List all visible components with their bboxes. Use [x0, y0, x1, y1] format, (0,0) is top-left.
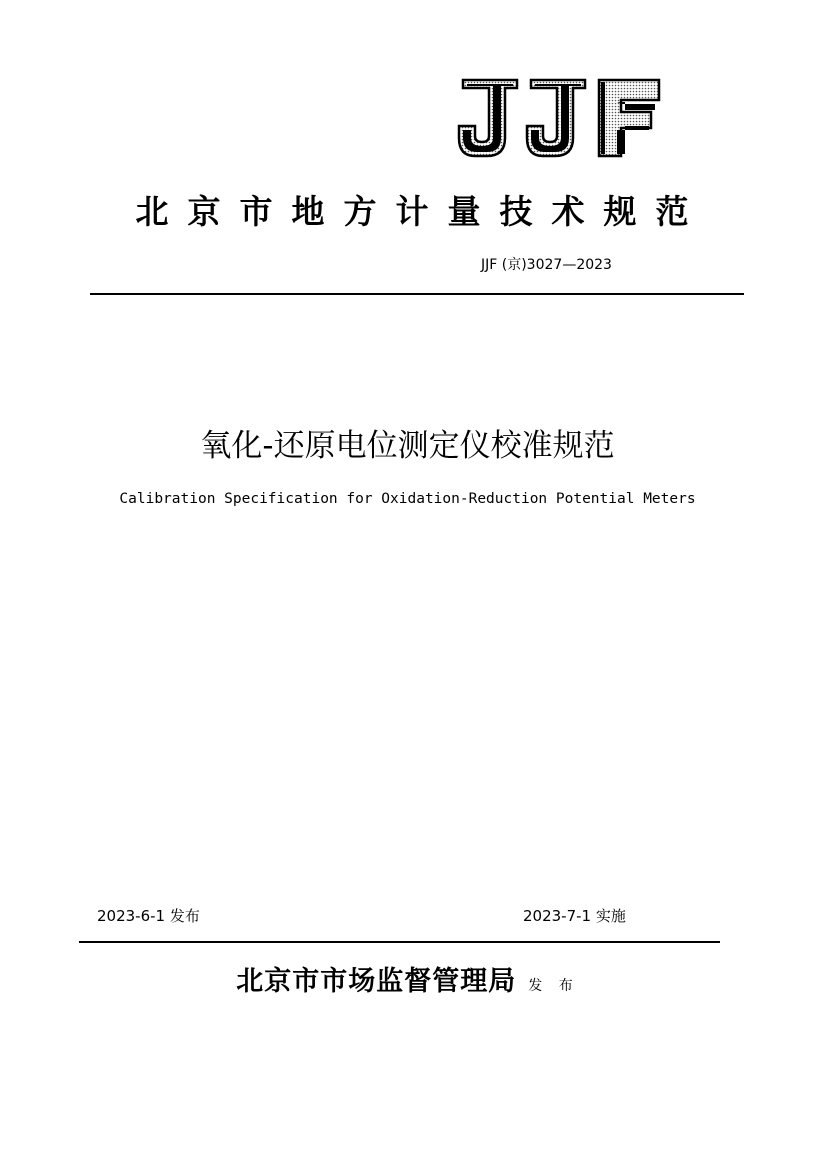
document-title-cn: 氧化-还原电位测定仪校准规范 — [200, 428, 615, 464]
standard-number: JJF (京)3027—2023 — [481, 257, 612, 273]
logo-text: JJF — [455, 78, 457, 79]
top-divider — [90, 293, 744, 295]
issuer-name: 北京市市场监督管理局 — [236, 966, 517, 997]
organization-title: 北京市地方计量技术规范 — [135, 192, 708, 231]
logo-letter-j-1 — [459, 80, 517, 156]
issuer-suffix: 发 布 — [528, 978, 579, 994]
logo-letter-j-2 — [527, 80, 585, 156]
issuer-line — [0, 962, 815, 1006]
logo-letter-f — [599, 80, 659, 156]
bottom-divider — [79, 941, 720, 943]
document-title-en: Calibration Specification for Oxidation-Reduction Potential Meters — [119, 491, 696, 507]
jjf-logo — [455, 78, 661, 160]
issue-date: 2023-6-1 发布 — [97, 907, 200, 925]
effective-date: 2023-7-1 实施 — [523, 907, 626, 925]
